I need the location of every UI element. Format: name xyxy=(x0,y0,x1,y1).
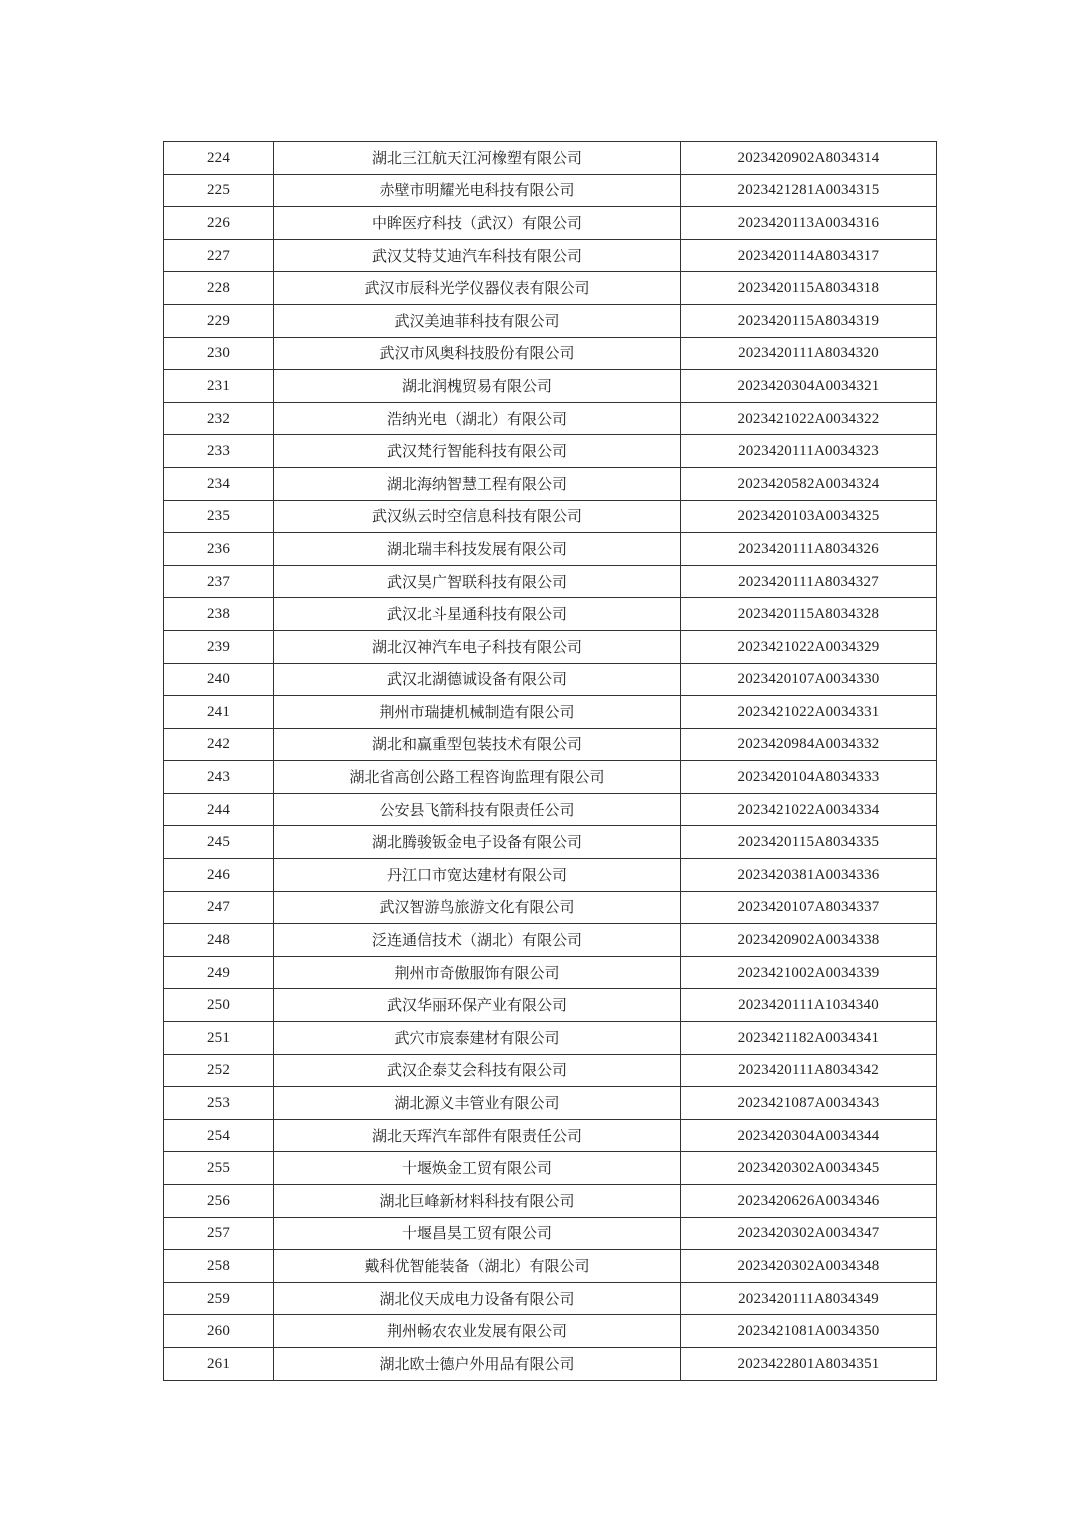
row-number: 260 xyxy=(164,1315,274,1348)
company-name: 十堰昌昊工贸有限公司 xyxy=(274,1217,681,1250)
registration-code: 2023420115A8034328 xyxy=(681,598,937,631)
table-row xyxy=(164,761,937,794)
row-number: 252 xyxy=(164,1054,274,1087)
table-row xyxy=(164,956,937,989)
table-row xyxy=(164,337,937,370)
registration-code: 2023420902A8034314 xyxy=(681,142,937,175)
row-number: 250 xyxy=(164,989,274,1022)
row-number: 256 xyxy=(164,1185,274,1218)
company-name: 武汉美迪菲科技有限公司 xyxy=(274,304,681,337)
company-name: 湖北源义丰管业有限公司 xyxy=(274,1087,681,1120)
row-number: 243 xyxy=(164,761,274,794)
company-name: 十堰焕金工贸有限公司 xyxy=(274,1152,681,1185)
row-number: 226 xyxy=(164,207,274,240)
table-row xyxy=(164,304,937,337)
table-body xyxy=(164,142,937,1381)
table-row xyxy=(164,696,937,729)
company-name: 武汉市辰科光学仪器仪表有限公司 xyxy=(274,272,681,305)
row-number: 234 xyxy=(164,467,274,500)
table-row xyxy=(164,1152,937,1185)
row-number: 253 xyxy=(164,1087,274,1120)
row-number: 239 xyxy=(164,630,274,663)
row-number: 261 xyxy=(164,1347,274,1380)
row-number: 238 xyxy=(164,598,274,631)
table-row xyxy=(164,370,937,403)
company-name: 武汉梵行智能科技有限公司 xyxy=(274,435,681,468)
row-number: 237 xyxy=(164,565,274,598)
registration-code: 2023420111A8034320 xyxy=(681,337,937,370)
company-name: 武汉艾特艾迪汽车科技有限公司 xyxy=(274,239,681,272)
registration-code: 2023422801A8034351 xyxy=(681,1347,937,1380)
table-row xyxy=(164,565,937,598)
company-name: 武汉纵云时空信息科技有限公司 xyxy=(274,500,681,533)
registration-code: 2023420626A0034346 xyxy=(681,1185,937,1218)
registration-code: 2023420111A8034342 xyxy=(681,1054,937,1087)
registration-code: 2023421022A0034334 xyxy=(681,793,937,826)
table-row xyxy=(164,1347,937,1380)
registration-code: 2023420111A8034349 xyxy=(681,1282,937,1315)
table-row xyxy=(164,1119,937,1152)
registration-code: 2023420111A1034340 xyxy=(681,989,937,1022)
row-number: 255 xyxy=(164,1152,274,1185)
row-number: 240 xyxy=(164,663,274,696)
registration-code: 2023420902A0034338 xyxy=(681,924,937,957)
company-name: 武汉昊广智联科技有限公司 xyxy=(274,565,681,598)
registration-code: 2023421002A0034339 xyxy=(681,956,937,989)
registration-code: 2023420113A0034316 xyxy=(681,207,937,240)
registration-code: 2023420984A0034332 xyxy=(681,728,937,761)
company-name: 武汉华丽环保产业有限公司 xyxy=(274,989,681,1022)
registration-code: 2023421182A0034341 xyxy=(681,1022,937,1055)
table-row xyxy=(164,859,937,892)
table-row xyxy=(164,1250,937,1283)
registration-code: 2023420115A8034318 xyxy=(681,272,937,305)
registration-code: 2023420104A8034333 xyxy=(681,761,937,794)
row-number: 244 xyxy=(164,793,274,826)
company-name: 武汉市风奥科技股份有限公司 xyxy=(274,337,681,370)
table-row xyxy=(164,1282,937,1315)
registration-code: 2023421081A0034350 xyxy=(681,1315,937,1348)
company-registry-table xyxy=(163,141,937,1381)
company-name: 赤壁市明耀光电科技有限公司 xyxy=(274,174,681,207)
row-number: 225 xyxy=(164,174,274,207)
row-number: 258 xyxy=(164,1250,274,1283)
company-name: 浩纳光电（湖北）有限公司 xyxy=(274,402,681,435)
table-row xyxy=(164,793,937,826)
company-name: 荆州市奇傲服饰有限公司 xyxy=(274,956,681,989)
company-name: 湖北海纳智慧工程有限公司 xyxy=(274,467,681,500)
company-name: 湖北汉神汽车电子科技有限公司 xyxy=(274,630,681,663)
row-number: 236 xyxy=(164,533,274,566)
company-name: 荆州畅农农业发展有限公司 xyxy=(274,1315,681,1348)
company-name: 湖北天珲汽车部件有限责任公司 xyxy=(274,1119,681,1152)
company-name: 湖北腾骏钣金电子设备有限公司 xyxy=(274,826,681,859)
registration-code: 2023420582A0034324 xyxy=(681,467,937,500)
company-name: 武汉智游鸟旅游文化有限公司 xyxy=(274,891,681,924)
table-row xyxy=(164,663,937,696)
table-row xyxy=(164,1217,937,1250)
row-number: 242 xyxy=(164,728,274,761)
company-name: 湖北三江航天江河橡塑有限公司 xyxy=(274,142,681,175)
table-row xyxy=(164,142,937,175)
table-row xyxy=(164,272,937,305)
registration-code: 2023420111A8034326 xyxy=(681,533,937,566)
company-name: 湖北欧士德户外用品有限公司 xyxy=(274,1347,681,1380)
registration-code: 2023420302A0034345 xyxy=(681,1152,937,1185)
table-row xyxy=(164,402,937,435)
row-number: 232 xyxy=(164,402,274,435)
registration-code: 2023420114A8034317 xyxy=(681,239,937,272)
table-row xyxy=(164,598,937,631)
registration-code: 2023420302A0034347 xyxy=(681,1217,937,1250)
row-number: 230 xyxy=(164,337,274,370)
row-number: 247 xyxy=(164,891,274,924)
company-name: 公安县飞箭科技有限责任公司 xyxy=(274,793,681,826)
registration-code: 2023420115A8034319 xyxy=(681,304,937,337)
company-name: 湖北巨峰新材料科技有限公司 xyxy=(274,1185,681,1218)
row-number: 235 xyxy=(164,500,274,533)
registration-code: 2023420304A0034321 xyxy=(681,370,937,403)
company-name: 泛连通信技术（湖北）有限公司 xyxy=(274,924,681,957)
row-number: 233 xyxy=(164,435,274,468)
table-row xyxy=(164,1315,937,1348)
registration-code: 2023421022A0034322 xyxy=(681,402,937,435)
table-row xyxy=(164,989,937,1022)
registration-code: 2023421087A0034343 xyxy=(681,1087,937,1120)
row-number: 229 xyxy=(164,304,274,337)
registration-code: 2023420381A0034336 xyxy=(681,859,937,892)
row-number: 227 xyxy=(164,239,274,272)
company-name: 湖北和赢重型包装技术有限公司 xyxy=(274,728,681,761)
registration-code: 2023420107A0034330 xyxy=(681,663,937,696)
table-row xyxy=(164,533,937,566)
table-row xyxy=(164,924,937,957)
company-name: 戴科优智能装备（湖北）有限公司 xyxy=(274,1250,681,1283)
registration-code: 2023420103A0034325 xyxy=(681,500,937,533)
company-name: 湖北省高创公路工程咨询监理有限公司 xyxy=(274,761,681,794)
row-number: 224 xyxy=(164,142,274,175)
table-row xyxy=(164,435,937,468)
table-row xyxy=(164,174,937,207)
table-row xyxy=(164,500,937,533)
company-name: 荆州市瑞捷机械制造有限公司 xyxy=(274,696,681,729)
table-row xyxy=(164,891,937,924)
row-number: 257 xyxy=(164,1217,274,1250)
company-name: 武汉企泰艾会科技有限公司 xyxy=(274,1054,681,1087)
row-number: 231 xyxy=(164,370,274,403)
company-name: 中眸医疗科技（武汉）有限公司 xyxy=(274,207,681,240)
row-number: 251 xyxy=(164,1022,274,1055)
row-number: 241 xyxy=(164,696,274,729)
table-row xyxy=(164,239,937,272)
row-number: 245 xyxy=(164,826,274,859)
table-row xyxy=(164,207,937,240)
row-number: 228 xyxy=(164,272,274,305)
table-row xyxy=(164,1185,937,1218)
table-row xyxy=(164,1022,937,1055)
registration-code: 2023421281A0034315 xyxy=(681,174,937,207)
row-number: 254 xyxy=(164,1119,274,1152)
company-name: 湖北瑞丰科技发展有限公司 xyxy=(274,533,681,566)
table-row xyxy=(164,826,937,859)
company-name: 湖北仪天成电力设备有限公司 xyxy=(274,1282,681,1315)
row-number: 248 xyxy=(164,924,274,957)
table-row xyxy=(164,728,937,761)
table-row xyxy=(164,467,937,500)
company-name: 武汉北斗星通科技有限公司 xyxy=(274,598,681,631)
registration-code: 2023421022A0034329 xyxy=(681,630,937,663)
registration-code: 2023420304A0034344 xyxy=(681,1119,937,1152)
registration-code: 2023420115A8034335 xyxy=(681,826,937,859)
table-row xyxy=(164,1054,937,1087)
company-name: 丹江口市宽达建材有限公司 xyxy=(274,859,681,892)
company-name: 武穴市宸泰建材有限公司 xyxy=(274,1022,681,1055)
table-row xyxy=(164,1087,937,1120)
registration-code: 2023420107A8034337 xyxy=(681,891,937,924)
registration-code: 2023420111A0034323 xyxy=(681,435,937,468)
company-name: 武汉北湖德诚设备有限公司 xyxy=(274,663,681,696)
registration-code: 2023420111A8034327 xyxy=(681,565,937,598)
row-number: 259 xyxy=(164,1282,274,1315)
company-name: 湖北润槐贸易有限公司 xyxy=(274,370,681,403)
row-number: 246 xyxy=(164,859,274,892)
registration-code: 2023420302A0034348 xyxy=(681,1250,937,1283)
row-number: 249 xyxy=(164,956,274,989)
table-row xyxy=(164,630,937,663)
registration-code: 2023421022A0034331 xyxy=(681,696,937,729)
